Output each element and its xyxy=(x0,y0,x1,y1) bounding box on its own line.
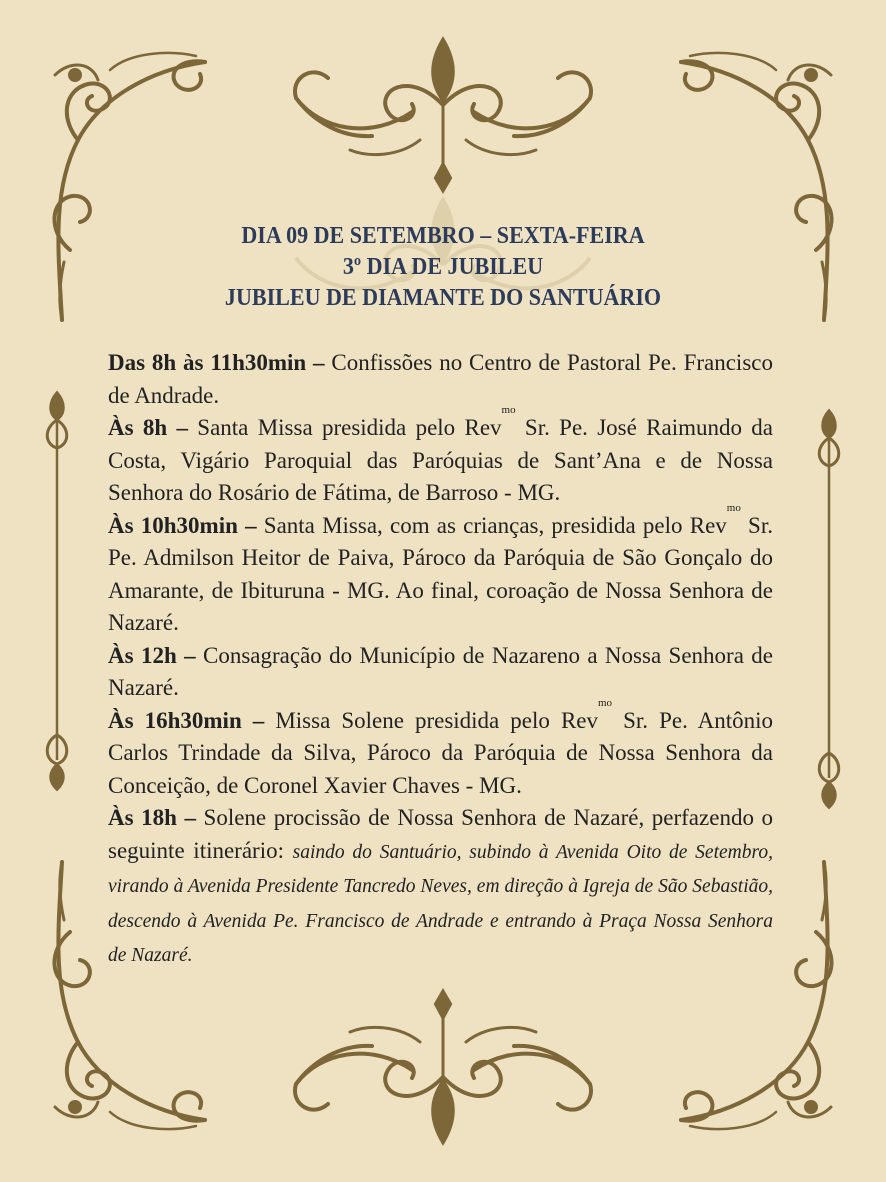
entry-time: Às 10h30min – xyxy=(108,512,257,538)
superscript: mo xyxy=(598,696,613,709)
procession-route: saindo do Santuário, subindo à Avenida Oito de Setembro, virando à Avenida Presidente Tancredo Neves, em direção à Igreja de São Sebastião, descendo à Avenida Pe. Francisco de Andrade e entrando à Praça Nossa Senhora de Nazaré. xyxy=(108,841,773,966)
entry-time: Às 18h – xyxy=(108,805,196,830)
schedule-entry-16h30 xyxy=(108,696,773,803)
entry-time: Às 12h – xyxy=(108,642,196,668)
superscript: mo xyxy=(501,404,516,416)
header-date-line: DIA 09 DE SETEMBRO – SEXTA-FEIRA xyxy=(241,222,645,249)
entry-time: Das 8h às 11h30min – xyxy=(108,350,325,375)
entry-text: Missa Solene presidida pelo Rev xyxy=(264,707,598,733)
entry-time: Às 16h30min – xyxy=(108,707,265,733)
entry-text-cont: Sr. Pe. Antônio Carlos Trindade da Silva, Pároco da Paróquia de Nossa Senhora da Conceição, de Coronel Xavier Chaves - MG. xyxy=(108,707,773,798)
entry-text: Santa Missa, com as crianças, presidida pelo Rev xyxy=(256,512,727,538)
superscript: mo xyxy=(726,501,741,514)
page-header xyxy=(44,220,841,313)
entry-time: Às 8h – xyxy=(108,415,188,440)
header-title-line: JUBILEU DE DIAMANTE DO SANTUÁRIO xyxy=(224,284,662,311)
schedule-entry-12h xyxy=(108,640,773,705)
schedule-entry-8h xyxy=(108,404,773,510)
schedule-entry-10h30 xyxy=(108,501,773,640)
entry-text: Confissões no Centro de Pastoral Pe. Francisco de Andrade. xyxy=(108,350,773,408)
entry-text: Consagração do Município de Nazareno a Nossa Senhora de Nazaré. xyxy=(108,642,773,700)
entry-text-cont: Sr. Pe. José Raimundo da Costa, Vigário Paroquial das Paróquias de Sant’Ana e de Nossa Senhora do Rosário de Fátima, de Barroso - MG. xyxy=(108,415,773,505)
bottom-crest-ornament xyxy=(295,992,591,1142)
schedule-entry-18h xyxy=(108,802,773,973)
left-side-ornament xyxy=(47,392,67,790)
entry-text: Santa Missa presidida pelo Rev xyxy=(187,415,502,440)
entry-text: Solene procissão de Nossa Senhora de Nazaré, perfazendo o seguinte itinerário: xyxy=(108,805,773,863)
top-crest-ornament xyxy=(295,40,591,190)
right-side-ornament xyxy=(819,410,839,808)
schedule-entry-confissoes xyxy=(108,347,773,412)
header-day-line: 3º DIA DE JUBILEU xyxy=(342,253,544,280)
program-schedule xyxy=(108,347,773,973)
entry-text-cont: Sr. Pe. Admilson Heitor de Paiva, Pároco da Paróquia de São Gonçalo do Amarante, de Ibituruna - MG. Ao final, coroação de Nossa Senhora de Nazaré. xyxy=(108,512,773,635)
